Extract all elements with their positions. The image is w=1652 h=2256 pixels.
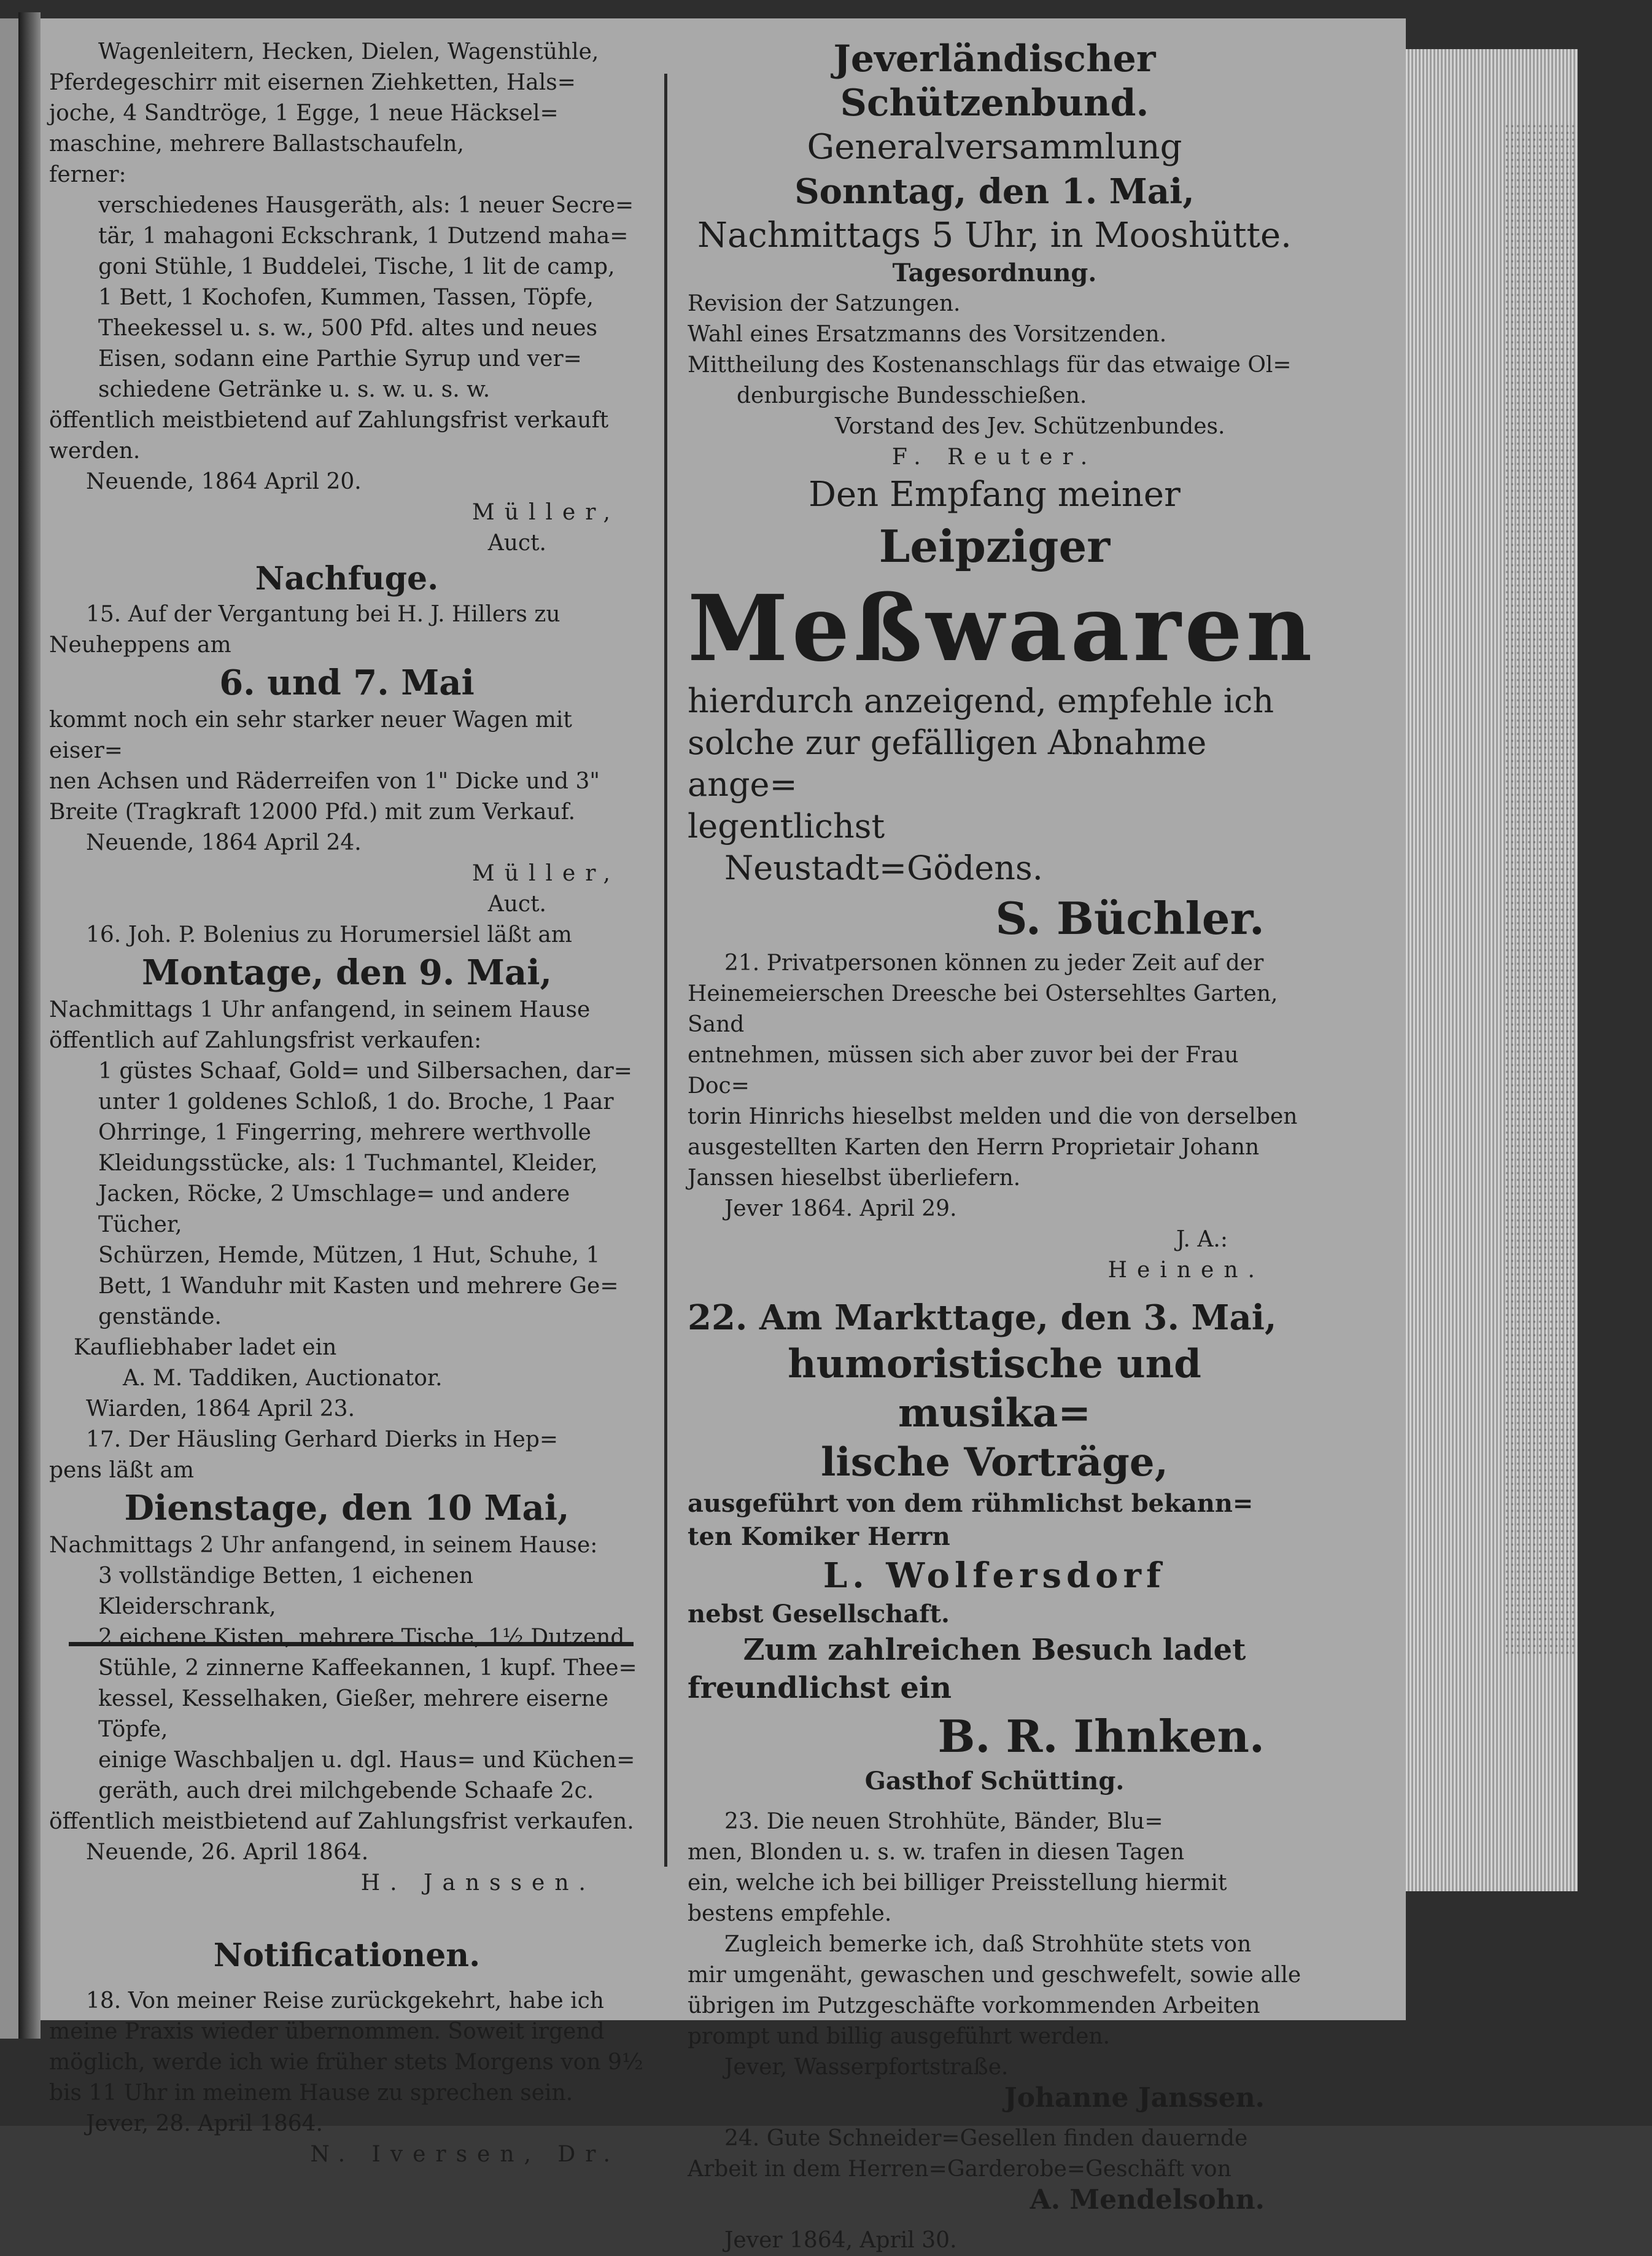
text-line: bestens empfehle. bbox=[688, 1901, 892, 1926]
signature: Johanne Janssen. bbox=[1004, 2082, 1265, 2114]
text-line: 16. Joh. P. Bolenius zu Horumersiel läßt am bbox=[86, 922, 572, 947]
dateline: Neuende, 1864 April 24. bbox=[86, 830, 362, 855]
ad-signature: B. R. Ihnken. bbox=[937, 1710, 1265, 1762]
notice-heading: lische Vorträge, bbox=[821, 1439, 1168, 1485]
right-column bbox=[688, 37, 1316, 2256]
text-line: übrigen im Putzgeschäfte vorkommenden Arbeiten bbox=[688, 1993, 1260, 2018]
text-line: Neuheppens am bbox=[49, 632, 231, 658]
notice-15 bbox=[49, 559, 645, 920]
text-line: 21. Privatpersonen können zu jeder Zeit auf der bbox=[724, 951, 1264, 976]
text-line: möglich, werde ich wie früher stets Morgens von 9½ bbox=[49, 2050, 643, 2075]
ad-headline: Meßwaaren bbox=[688, 575, 1316, 682]
signature: Vorstand des Jev. Schützenbundes. bbox=[835, 414, 1225, 439]
venue: Gasthof Schütting. bbox=[864, 1767, 1125, 1795]
notice-date: Montage, den 9. Mai, bbox=[142, 952, 552, 993]
text-line: Breite (Tragkraft 12000 Pfd.) mit zum Verkauf. bbox=[49, 799, 576, 825]
book-gutter bbox=[18, 12, 41, 2039]
dateline: Neuende, 1864 April 20. bbox=[86, 469, 362, 494]
signature: N. Iversen, Dr. bbox=[310, 2142, 620, 2167]
text-line: Zum zahlreichen Besuch ladet bbox=[743, 1633, 1246, 1667]
text-line: Nachmittags 1 Uhr anfangend, in seinem Hause bbox=[49, 997, 591, 1022]
text-line: Schürzen, Hemde, Mützen, 1 Hut, Schuhe, 1 bbox=[98, 1243, 600, 1268]
text-line: einige Waschbaljen u. dgl. Haus= und Küchen= bbox=[98, 1748, 635, 1773]
text-line: Arbeit in dem Herren=Garderobe=Geschäft von bbox=[688, 2157, 1231, 2182]
text-line: 15. Auf der Vergantung bei H. J. Hillers zu bbox=[86, 602, 560, 627]
ad-line: Leipziger bbox=[878, 520, 1111, 572]
notice-date: Dienstage, den 10 Mai, bbox=[124, 1488, 570, 1528]
notice-17 bbox=[49, 1425, 645, 1899]
text-line: kessel, Kesselhaken, Gießer, mehrere eiserne Töpfe, bbox=[98, 1686, 609, 1742]
text-line: torin Hinrichs hieselbst melden und die von derselben bbox=[688, 1104, 1298, 1129]
notice-date: 22. Am Markttage, den 3. Mai, bbox=[688, 1297, 1277, 1338]
text-line: 1 güstes Schaaf, Gold= und Silbersachen, dar= bbox=[98, 1059, 632, 1084]
text-line: nen Achsen und Räderreifen von 1" Dicke und 3" bbox=[49, 769, 600, 794]
agenda-item: Wahl eines Ersatzmanns des Vorsitzenden. bbox=[688, 322, 1167, 347]
text-line: öffentlich auf Zahlungsfrist verkaufen: bbox=[49, 1028, 482, 1053]
notice-date: 6. und 7. Mai bbox=[219, 663, 475, 703]
text-line: Ohrringe, 1 Fingerring, mehrere werthvolle bbox=[98, 1120, 591, 1145]
text-line: Zugleich bemerke ich, daß Strohhüte stets von bbox=[724, 1932, 1252, 1957]
dateline: Neuende, 26. April 1864. bbox=[86, 1840, 369, 1865]
text-line: ferner: bbox=[49, 162, 126, 187]
agenda-item: denburgische Bundesschießen. bbox=[737, 383, 1087, 408]
signature-title: Auct. bbox=[487, 531, 546, 556]
dateline: Wiarden, 1864 April 23. bbox=[86, 1396, 355, 1422]
text-line: meine Praxis wieder übernommen. Soweit irgend bbox=[49, 2019, 605, 2044]
signature: A. M. Taddiken, Auctionator. bbox=[123, 1366, 443, 1391]
text-line: Nachmittags 2 Uhr anfangend, in seinem Hause: bbox=[49, 1533, 598, 1558]
text-line: öffentlich meistbietend auf Zahlungsfrist verkaufen. bbox=[49, 1809, 634, 1834]
signature: H. Janssen. bbox=[360, 1870, 595, 1896]
text-line: werden. bbox=[49, 438, 141, 464]
text-line: schiedene Getränke u. s. w. u. s. w. bbox=[98, 377, 491, 402]
text-line: Jacken, Röcke, 2 Umschlage= und andere Tücher, bbox=[98, 1181, 570, 1237]
text-line: Bett, 1 Wanduhr mit Kasten und mehrere Ge= bbox=[98, 1274, 619, 1299]
notice-time-place: Nachmittags 5 Uhr, in Mooshütte. bbox=[697, 216, 1292, 255]
signature: Müller, bbox=[471, 861, 620, 886]
signature: A. Mendelsohn. bbox=[1030, 2184, 1265, 2215]
ad-line: solche zur gefälligen Abnahme ange= bbox=[688, 723, 1207, 804]
text-line: Stühle, 2 zinnerne Kaffeekannen, 1 kupf. Thee= bbox=[98, 1655, 637, 1681]
text-line: Wagenleitern, Hecken, Dielen, Wagenstühle, bbox=[98, 39, 599, 64]
text-line: unter 1 goldenes Schloß, 1 do. Broche, 1 Paar bbox=[98, 1089, 614, 1114]
text-line: goni Stühle, 1 Buddelei, Tische, 1 lit de camp, bbox=[98, 254, 615, 279]
text-line: 3 vollständige Betten, 1 eichenen Kleiderschrank, bbox=[98, 1563, 473, 1619]
text-line: 17. Der Häusling Gerhard Dierks in Hep= bbox=[86, 1427, 559, 1452]
text-line: öffentlich meistbietend auf Zahlungsfrist verkauft bbox=[49, 408, 609, 433]
notice-18 bbox=[49, 1935, 645, 2170]
text-line: 23. Die neuen Strohhüte, Bänder, Blu= bbox=[724, 1809, 1163, 1834]
signature: Heinen. bbox=[1107, 1258, 1265, 1283]
text-line: bis 11 Uhr in meinem Hause zu sprechen sein. bbox=[49, 2080, 573, 2106]
text-line: Kleidungsstücke, als: 1 Tuchmantel, Kleider, bbox=[98, 1151, 598, 1176]
text-line: men, Blonden u. s. w. trafen in diesen Tagen bbox=[688, 1840, 1185, 1865]
text-line: maschine, mehrere Ballastschaufeln, bbox=[49, 131, 465, 157]
text-line: kommt noch ein sehr starker neuer Wagen mit eiser= bbox=[49, 707, 572, 763]
text-line: ein, welche ich bei billiger Preisstellung hiermit bbox=[688, 1870, 1227, 1896]
dateline: Jever, 28. April 1864. bbox=[86, 2111, 323, 2136]
signature: F. Reuter. bbox=[891, 445, 1098, 470]
signature-title: Auct. bbox=[487, 892, 546, 917]
notice-23 bbox=[688, 1807, 1301, 2114]
text-line: mir umgenäht, gewaschen und geschwefelt, sowie alle bbox=[688, 1962, 1301, 1988]
ad-signature: S. Büchler. bbox=[995, 892, 1265, 944]
text-line: genstände. bbox=[98, 1304, 222, 1329]
text-line: nebst Gesellschaft. bbox=[688, 1600, 950, 1628]
auction-items bbox=[49, 37, 645, 559]
section-heading: Notificationen. bbox=[213, 1937, 481, 1974]
ad-line: hierdurch anzeigend, empfehle ich bbox=[688, 682, 1274, 720]
text-line: prompt und billig ausgeführt werden. bbox=[688, 2024, 1111, 2049]
notice-22 bbox=[688, 1296, 1301, 1797]
text-line: 2 eichene Kisten, mehrere Tische, 1½ Dutzend bbox=[98, 1625, 625, 1650]
text-line: ausgeführt von dem rühmlichst bekann= bbox=[688, 1489, 1254, 1518]
text-line: Heinemeierschen Dreesche bei Ostersehltes Garten, Sand bbox=[688, 981, 1278, 1037]
text-line: Kaufliebhaber ladet ein bbox=[74, 1335, 337, 1360]
text-line: tär, 1 mahagoni Eckschrank, 1 Dutzend maha= bbox=[98, 224, 629, 249]
ad-line: Den Empfang meiner bbox=[809, 475, 1181, 515]
left-column bbox=[49, 37, 645, 2170]
notice-24 bbox=[688, 2123, 1301, 2256]
text-line: verschiedenes Hausgeräth, als: 1 neuer Secre= bbox=[98, 193, 634, 218]
agenda-item: Mittheilung des Kostenanschlags für das etwaige Ol= bbox=[688, 352, 1292, 378]
ad-place: Neustadt=Gödens. bbox=[724, 849, 1043, 887]
text-line: 24. Gute Schneider=Gesellen finden dauernde bbox=[724, 2126, 1248, 2151]
text-line: Eisen, sodann eine Parthie Syrup und ver= bbox=[98, 346, 582, 371]
text-line: geräth, auch drei milchgebende Schaafe 2c. bbox=[98, 1778, 594, 1803]
text-line: Pferdegeschirr mit eisernen Ziehketten, Hals= bbox=[49, 70, 576, 95]
text-line: ausgestellten Karten den Herrn Proprietair Johann bbox=[688, 1135, 1260, 1160]
performer-name: L. Wolfersdorf bbox=[823, 1555, 1166, 1596]
previous-page-edge bbox=[0, 18, 18, 2039]
notice-date: Sonntag, den 1. Mai, bbox=[794, 171, 1195, 212]
agenda-heading: Tagesordnung. bbox=[892, 259, 1097, 287]
text-line: entnehmen, müssen sich aber zuvor bei der Frau Doc= bbox=[688, 1043, 1239, 1099]
dateline: Jever 1864. April 29. bbox=[724, 1196, 957, 1221]
page-edges-texture bbox=[1504, 123, 1578, 1658]
text-line: Theekessel u. s. w., 500 Pfd. altes und neues bbox=[98, 316, 598, 341]
signature: Müller, bbox=[471, 500, 620, 525]
notice-subheading: Generalversammlung bbox=[807, 127, 1182, 167]
text-line: freundlichst ein bbox=[688, 1671, 952, 1705]
text-line: 1 Bett, 1 Kochofen, Kummen, Tassen, Töpfe, bbox=[98, 285, 594, 310]
notice-heading: Nachfuge. bbox=[255, 560, 439, 597]
notice-21 bbox=[688, 948, 1301, 1286]
text-line: joche, 4 Sandtröge, 1 Egge, 1 neue Häcksel= bbox=[49, 101, 559, 126]
dateline: Jever 1864, April 30. bbox=[724, 2228, 957, 2253]
schuetzenbund-notice bbox=[688, 37, 1301, 473]
dateline: Jever, Wasserpfortstraße. bbox=[724, 2055, 1009, 2080]
buechler-ad bbox=[688, 473, 1316, 948]
text-line: Janssen hieselbst überliefern. bbox=[688, 1165, 1021, 1191]
column-divider bbox=[664, 74, 667, 1867]
text-line: pens läßt am bbox=[49, 1458, 194, 1483]
notice-16 bbox=[49, 920, 645, 1425]
notice-heading: humoristische und musika= bbox=[788, 1341, 1201, 1436]
ad-line: legentlichst bbox=[688, 807, 885, 846]
text-line: ten Komiker Herrn bbox=[688, 1522, 950, 1551]
notice-heading: Jeverländischer Schützenbund. bbox=[833, 37, 1156, 125]
text-line: 18. Von meiner Reise zurückgekehrt, habe ich bbox=[86, 1988, 604, 2013]
signature-prefix: J. A.: bbox=[1176, 1227, 1228, 1252]
agenda-item: Revision der Satzungen. bbox=[688, 291, 961, 316]
